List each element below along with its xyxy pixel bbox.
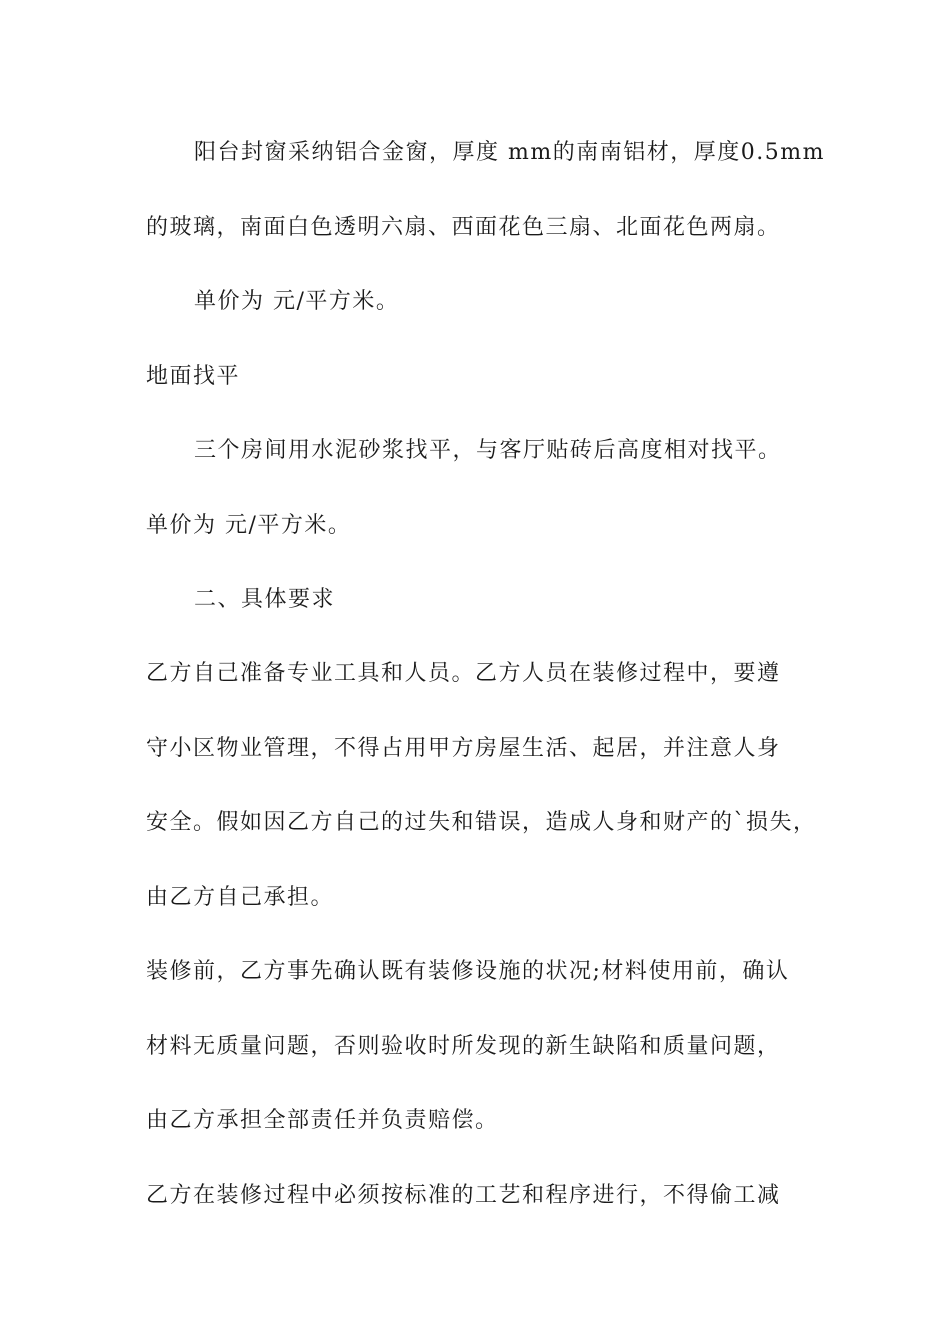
section-heading: 地面找平: [146, 364, 241, 389]
paragraph-line: 装修前，乙方事先确认既有装修设施的状况;材料使用前，确认: [146, 959, 790, 984]
paragraph-line: 守小区物业管理，不得占用甲方房屋生活、起居，并注意人身: [146, 736, 781, 761]
paragraph-line: 阳台封窗采纳铝合金窗，厚度 mm的南南铝材，厚度0.5mm: [194, 140, 825, 165]
paragraph-line: 单价为 元/平方米。: [146, 513, 352, 538]
paragraph-line: 安全。假如因乙方自己的过失和错误，造成人身和财产的`损失，: [146, 810, 817, 835]
paragraph-line: 由乙方承担全部责任并负责赔偿。: [146, 1108, 499, 1133]
paragraph-line: 三个房间用水泥砂浆找平，与客厅贴砖后高度相对找平。: [194, 438, 782, 463]
paragraph-line: 由乙方自己承担。: [146, 885, 335, 910]
paragraph-line: 单价为 元/平方米。: [194, 289, 400, 314]
paragraph-line: 的玻璃，南面白色透明六扇、西面花色三扇、北面花色两扇。: [146, 215, 781, 240]
paragraph-line: 材料无质量问题，否则验收时所发现的新生缺陷和质量问题，: [146, 1034, 781, 1059]
paragraph-line: 乙方在装修过程中必须按标准的工艺和程序进行，不得偷工减: [146, 1183, 781, 1208]
paragraph-line: 乙方自己准备专业工具和人员。乙方人员在装修过程中，要遵: [146, 661, 781, 686]
section-heading: 二、具体要求: [194, 587, 336, 612]
